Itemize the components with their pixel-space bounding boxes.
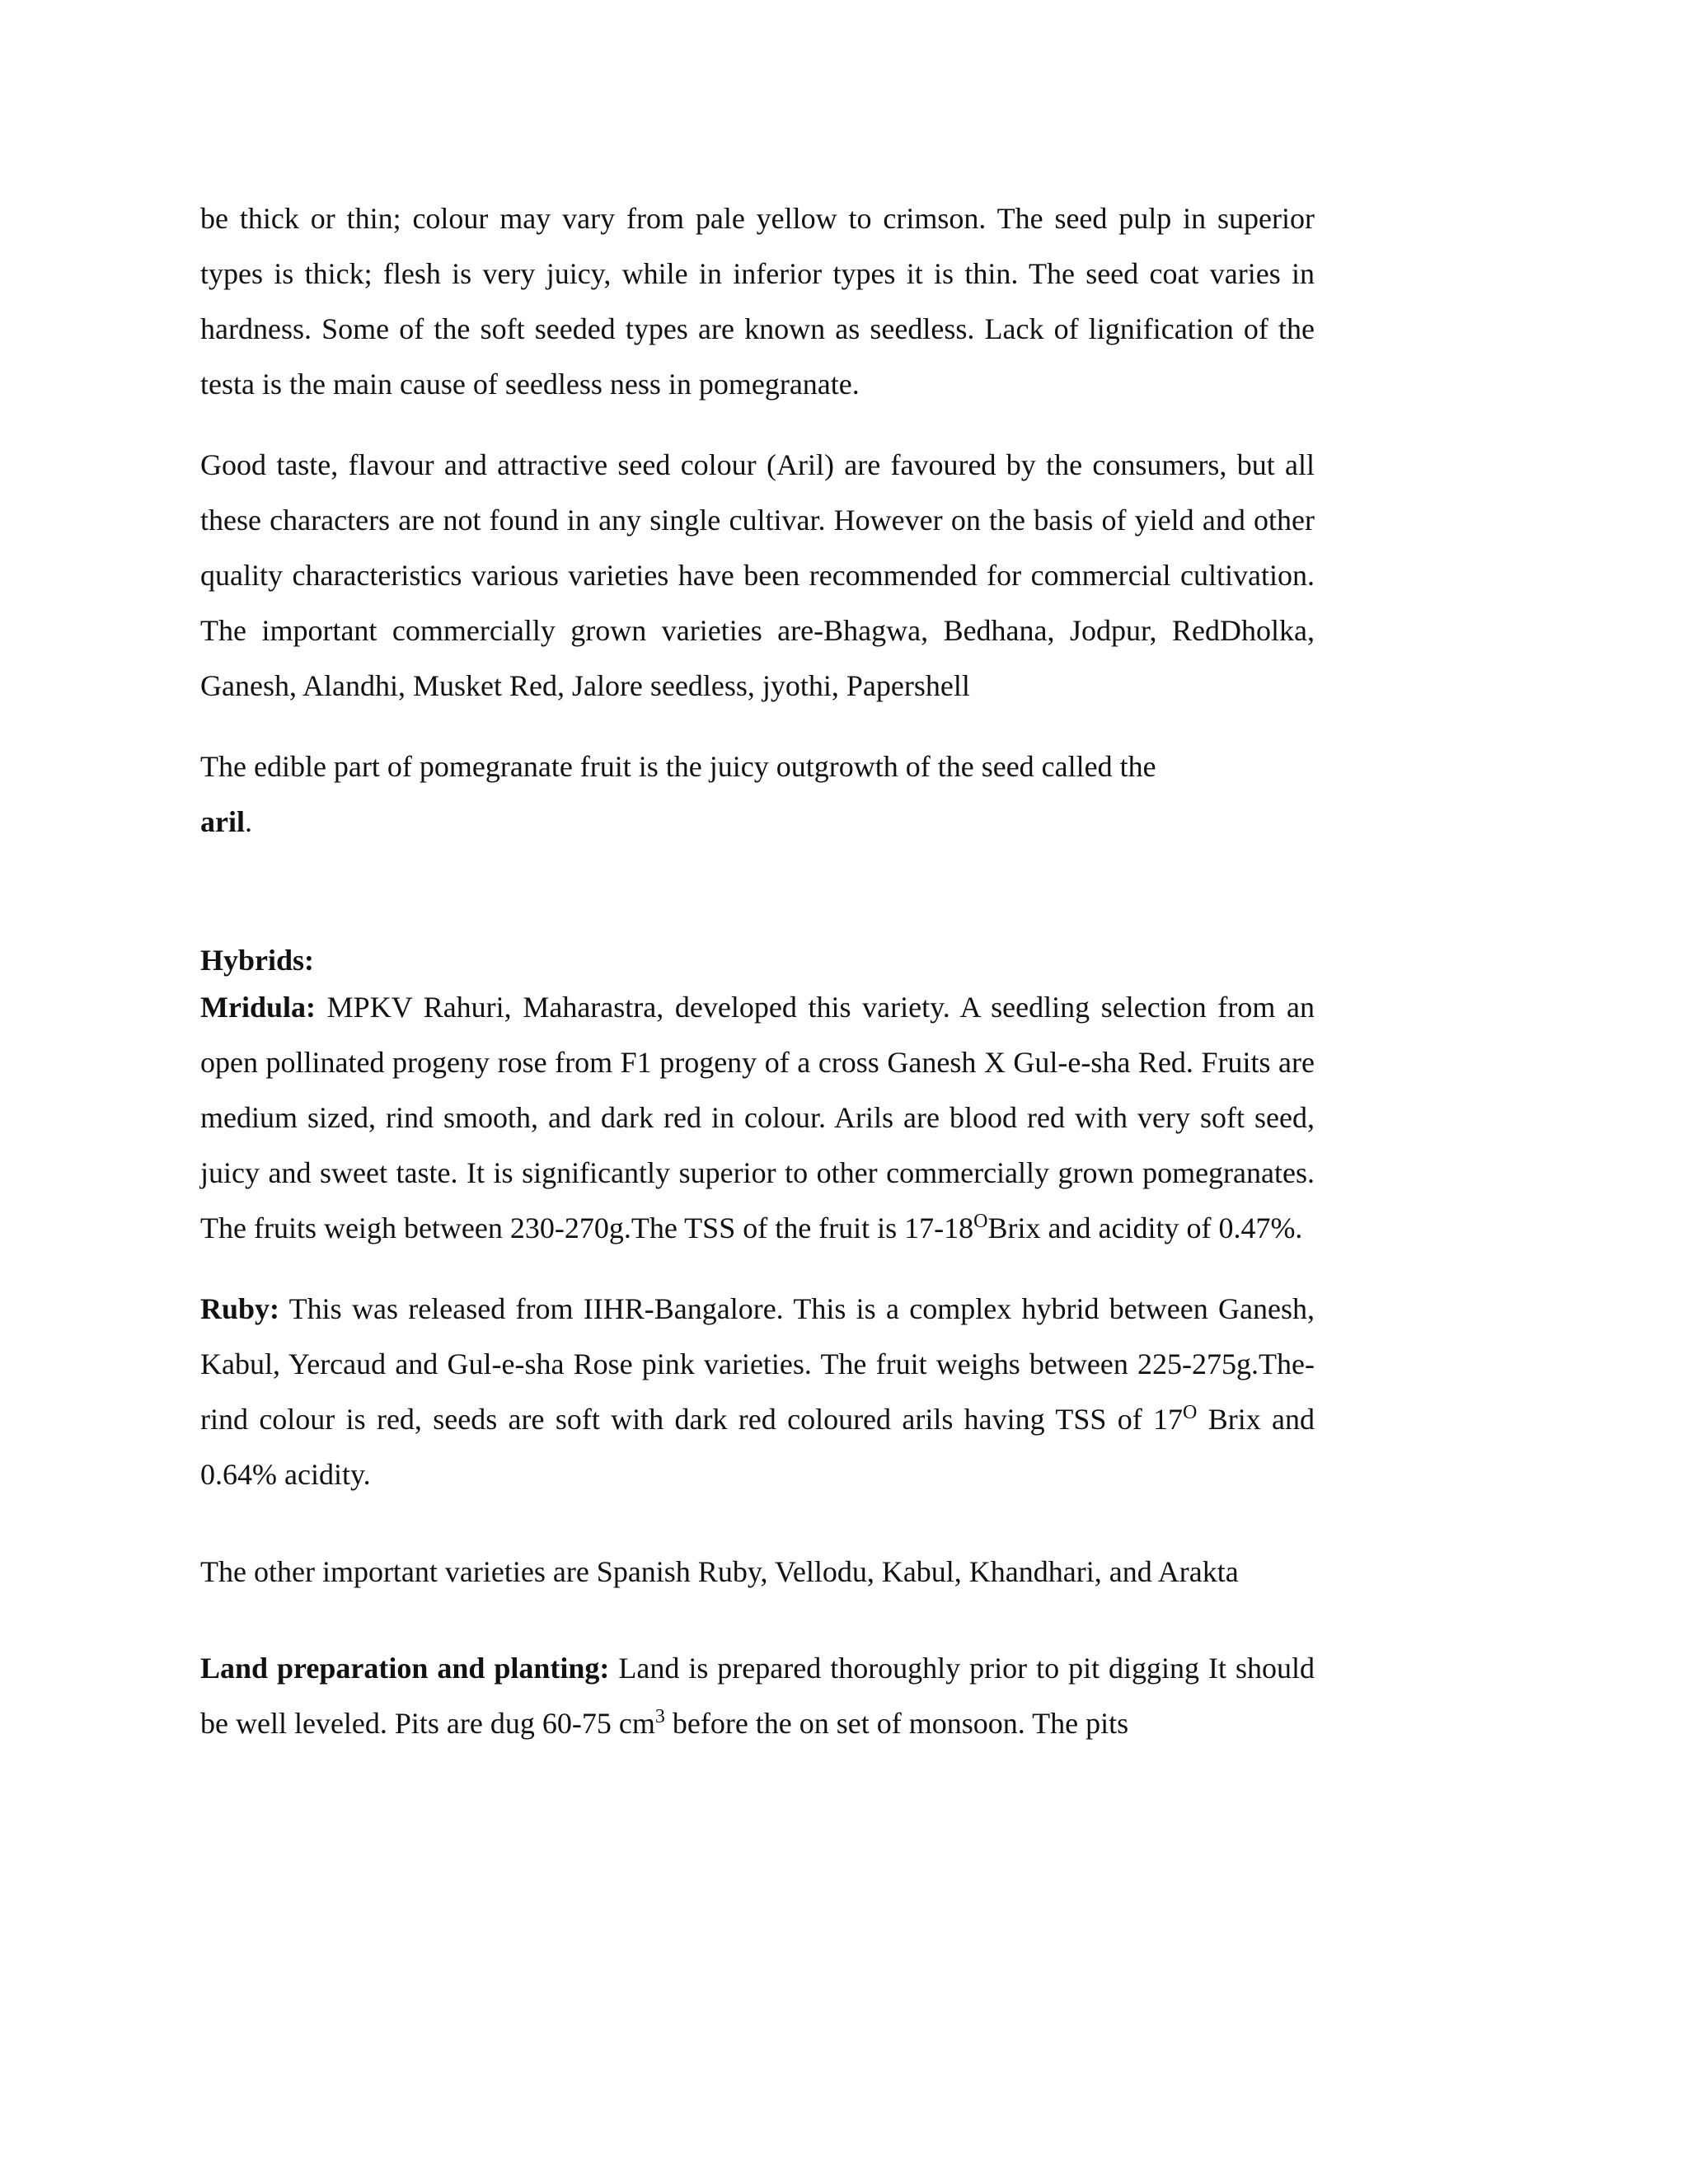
ruby-text: This was released from IIHR-Bangalore. This is a complex hybrid between Ganesh, Kabul, Yercaud and Gul-e-sha Rose pink varieties. The fruit weighs between 225-275g.The-rind colour is red, seeds are soft with dark red coloured arils having TSS of 17 xyxy=(200,1292,1315,1436)
edible-part-end: . xyxy=(244,805,252,838)
paragraph-other-varieties: The other important varieties are Spanish Ruby, Vellodu, Kabul, Khandhari, and Arakta xyxy=(200,1555,1239,1588)
land-text: Land is prepared thoroughly prior to pit digging It should be well leveled. Pits are dug 60-75 cm xyxy=(200,1652,1315,1740)
paragraph-mridula xyxy=(200,980,1315,1256)
document-page xyxy=(200,191,1315,1751)
paragraph-land-preparation xyxy=(200,1641,1315,1751)
paragraph-varieties-overview: Good taste, flavour and attractive seed colour (Aril) are favoured by the consumers, but all these characters are not found in any single cultivar. However on the basis of yield and other quality characteristics various varieties have been recommended for commercial cultivation. The important commercially grown varieties are-Bhagwa, Bedhana, Jodpur, RedDholka, Ganesh, Alandhi, Musket Red, Jalore seedless, jyothi, Papershell xyxy=(200,448,1315,702)
paragraph-ruby xyxy=(200,1282,1315,1502)
paragraph-edible-part xyxy=(200,739,1315,850)
mridula-degree-sup: O xyxy=(973,1210,988,1232)
mridula-end: Brix and acidity of 0.47%. xyxy=(987,1212,1303,1244)
edible-part-text: The edible part of pomegranate fruit is the juicy outgrowth of the seed called the xyxy=(200,750,1156,783)
cubic-sup: 3 xyxy=(654,1705,665,1727)
aril-term: aril xyxy=(200,805,245,838)
hybrids-heading: Hybrids: xyxy=(200,944,315,977)
land-label: Land preparation and planting: xyxy=(200,1652,610,1685)
paragraph-seed-description: be thick or thin; colour may vary from pale yellow to crimson. The seed pulp in superior types is thick; flesh is very juicy, while in inferior types it is thin. The seed coat varies in hardness. Some of the soft seeded types are known as seedless. Lack of lignification of the testa is the main cause of seedless ness in pomegranate. xyxy=(200,202,1315,401)
mridula-text: MPKV Rahuri, Maharastra, developed this variety. A seedling selection from an open pollinated progeny rose from F1 progeny of a cross Ganesh X Gul-e-sha Red. Fruits are medium sized, rind smooth, and dark red in colour. Arils are blood red with very soft seed, juicy and sweet taste. It is significantly superior to other commercially grown pomegranates. The fruits weigh between 230-270g.The TSS of the fruit is 17-18 xyxy=(200,991,1315,1244)
ruby-label: Ruby: xyxy=(200,1292,280,1325)
ruby-degree-sup: O xyxy=(1183,1401,1198,1423)
ruby-end: Brix and 0.64% acidity. xyxy=(200,1403,1315,1491)
land-end: before the on set of monsoon. The pits xyxy=(664,1707,1129,1740)
mridula-label: Mridula: xyxy=(200,991,316,1024)
